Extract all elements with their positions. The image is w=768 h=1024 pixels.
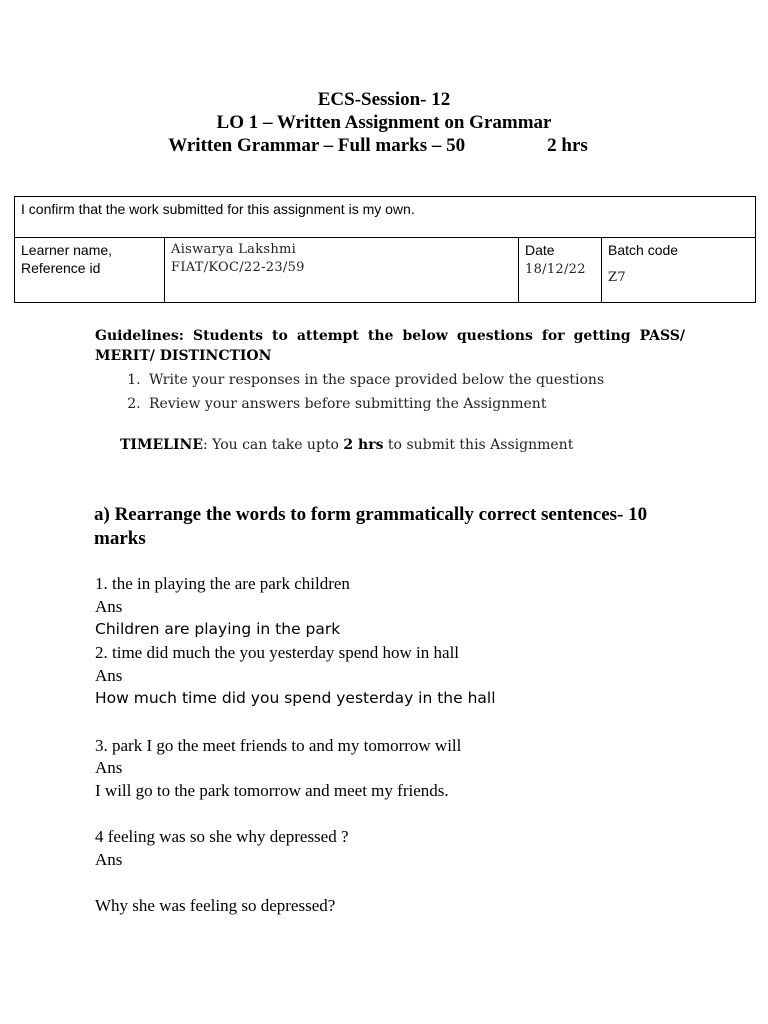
date-label: Date — [525, 242, 555, 258]
confirm-text: I confirm that the work submitted for this assignment is my own. — [21, 201, 415, 217]
learner-name-value: Aiswarya Lakshmi — [171, 242, 297, 257]
learner-label-cell — [15, 238, 165, 303]
guideline-item: 2. Review your answers before submitting the Assignment — [145, 392, 685, 416]
answer-label: Ans — [95, 666, 123, 685]
guidelines-list — [95, 368, 685, 416]
guidelines-label: Guidelines — [95, 328, 179, 344]
date-value: 18/12/22 — [525, 262, 586, 277]
timeline-pre: : You can take upto — [203, 437, 344, 453]
guidelines-text: : Students to attempt the below questions for getting PASS/ MERIT/ DISTINCTION — [95, 328, 685, 364]
answer-text: Why she was feeling so depressed? — [95, 896, 336, 915]
marks-line — [0, 134, 762, 157]
answer-label: Ans — [95, 597, 123, 616]
guidelines-heading — [95, 326, 685, 366]
confirm-cell — [15, 197, 756, 238]
full-marks-text: Written Grammar – Full marks – 50 — [168, 135, 466, 156]
question-prompt: 2. time did much the you yesterday spend how in hall — [95, 643, 460, 662]
guideline-item: 1. Write your responses in the space provided below the questions — [145, 368, 685, 392]
answer-label: Ans — [95, 850, 123, 869]
duration-text: 2 hrs — [547, 135, 588, 156]
answer-label: Ans — [95, 758, 123, 777]
learner-name-label: Learner name, — [21, 242, 113, 258]
batch-code-label: Batch code — [608, 242, 679, 258]
answer-text: How much time did you spend yesterday in the hall — [95, 689, 496, 707]
answer-text: Children are playing in the park — [95, 620, 341, 638]
timeline-label: TIMELINE — [120, 437, 203, 453]
reference-id-value: FIAT/KOC/22-23/59 — [171, 260, 305, 275]
timeline-post: to submit this Assignment — [383, 437, 574, 453]
document-header — [0, 88, 768, 157]
timeline-hours: 2 hrs — [343, 437, 384, 453]
batch-code-value: Z7 — [608, 270, 626, 285]
timeline-line — [120, 437, 573, 453]
assignment-title: LO 1 – Written Assignment on Grammar — [216, 112, 552, 133]
batch-cell — [602, 238, 756, 303]
declaration-table — [14, 196, 756, 303]
question-prompt: 4 feeling was so she why depressed ? — [95, 827, 349, 846]
question-prompt: 1. the in playing the are park children — [95, 574, 350, 593]
reference-id-label: Reference id — [21, 260, 101, 276]
question-prompt: 3. park I go the meet friends to and my tomorrow will — [95, 736, 462, 755]
session-title: ECS-Session- 12 — [317, 89, 451, 110]
learner-value-cell — [165, 238, 519, 303]
section-a-title: a) Rearrange the words to form grammatically correct sentences- 10 marks — [94, 504, 648, 549]
guidelines-block — [95, 326, 685, 416]
date-cell — [519, 238, 602, 303]
answer-text: I will go to the park tomorrow and meet my friends. — [95, 781, 449, 800]
